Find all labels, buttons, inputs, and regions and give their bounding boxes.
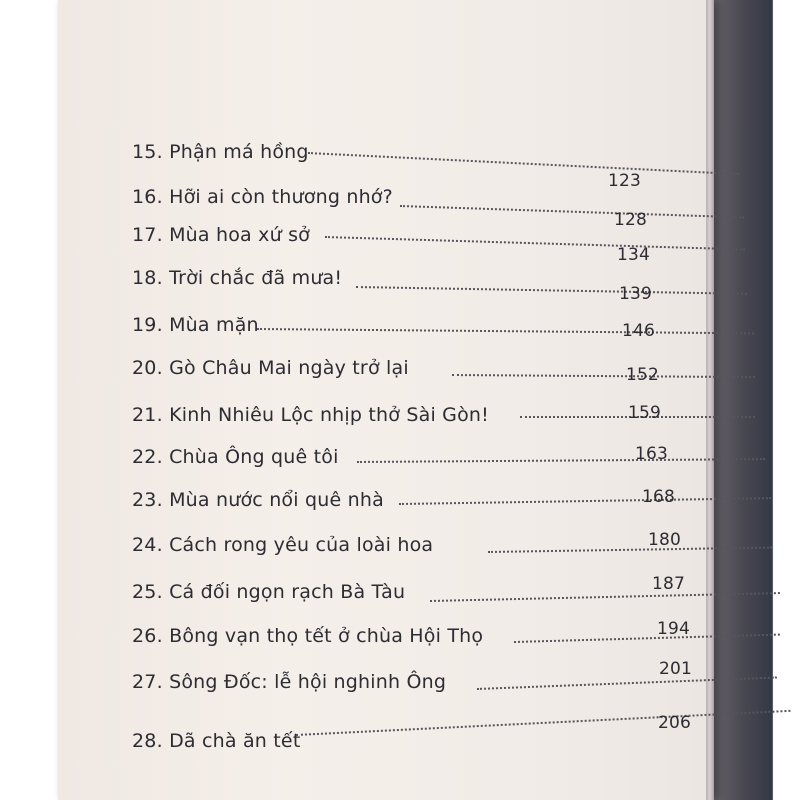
page-number: 152 xyxy=(626,365,660,385)
toc-entry-23 xyxy=(132,488,677,522)
dot-leader xyxy=(325,236,745,250)
page-number: 180 xyxy=(648,530,682,550)
page-number: 139 xyxy=(619,284,653,304)
dot-leader xyxy=(477,676,777,690)
toc-entry-27 xyxy=(132,659,697,704)
toc-entry-19 xyxy=(132,313,656,347)
toc-entry-21 xyxy=(132,403,662,437)
toc-entry-16 xyxy=(132,185,648,230)
entry-title: Hỡi ai còn thương nhớ? xyxy=(169,186,393,208)
page-number: 201 xyxy=(659,659,693,679)
page-number: 134 xyxy=(617,245,651,265)
entry-number: 18. xyxy=(132,267,163,289)
entry-number: 21. xyxy=(132,404,163,426)
toc-entry-20 xyxy=(132,356,660,390)
entry-title: Phận má hồng xyxy=(169,141,309,163)
dot-leader xyxy=(399,497,771,505)
entry-title: Trời chắc đã mưa! xyxy=(169,267,343,289)
page-number: 123 xyxy=(608,171,642,191)
entry-number: 17. xyxy=(132,224,163,246)
entry-title: Bông vạn thọ tết ở chùa Hội Thọ xyxy=(169,625,484,647)
page-number: 187 xyxy=(652,574,686,594)
entry-title: Mùa hoa xứ sở xyxy=(169,224,310,246)
toc-entry-24 xyxy=(132,530,682,567)
toc-entry-15 xyxy=(132,140,642,191)
page-number: 194 xyxy=(657,619,691,639)
toc-entry-17 xyxy=(132,223,651,265)
dot-leader xyxy=(488,547,772,553)
dot-leader xyxy=(257,328,754,334)
entry-number: 16. xyxy=(132,186,163,208)
entry-number: 28. xyxy=(132,730,163,752)
toc-entry-22 xyxy=(132,445,672,479)
dot-leader xyxy=(430,592,780,602)
page-number: 163 xyxy=(635,444,669,464)
entry-title: Cách rong yêu của loài hoa xyxy=(169,534,434,556)
entry-title: Dã chà ăn tết xyxy=(169,730,301,752)
entry-number: 15. xyxy=(132,141,163,163)
dot-leader xyxy=(357,458,765,463)
page-number: 168 xyxy=(642,487,676,507)
entry-number: 26. xyxy=(132,625,163,647)
page-number: 128 xyxy=(614,210,648,230)
entry-title: Chùa Ông quê tôi xyxy=(169,446,339,468)
page-number: 146 xyxy=(622,321,656,341)
entry-number: 25. xyxy=(132,581,163,603)
entry-title: Gò Châu Mai ngày trở lại xyxy=(169,357,409,379)
entry-number: 19. xyxy=(132,314,163,336)
entry-number: 22. xyxy=(132,446,163,468)
toc-entry-25 xyxy=(132,574,687,614)
toc-entry-28 xyxy=(132,713,702,763)
entry-title: Mùa nước nổi quê nhà xyxy=(169,489,384,511)
entry-number: 20. xyxy=(132,357,163,379)
entry-title: Sông Đốc: lễ hội nghinh Ông xyxy=(169,671,447,693)
dot-leader xyxy=(308,152,740,175)
toc-entry-26 xyxy=(132,619,692,658)
entry-title: Mùa mặn xyxy=(169,314,259,336)
entry-title: Cá đối ngọn rạch Bà Tàu xyxy=(169,581,406,603)
toc-entry-18 xyxy=(132,266,653,304)
page-number: 206 xyxy=(658,713,692,733)
entry-title: Kinh Nhiêu Lộc nhịp thở Sài Gòn! xyxy=(169,404,489,426)
dot-leader xyxy=(514,634,780,643)
dot-leader xyxy=(400,205,744,218)
page-number: 159 xyxy=(628,403,662,423)
entry-number: 27. xyxy=(132,671,163,693)
entry-number: 24. xyxy=(132,534,163,556)
dot-leader xyxy=(296,710,791,736)
entry-number: 23. xyxy=(132,489,163,511)
dot-leader xyxy=(452,374,755,378)
dot-leader xyxy=(356,286,747,295)
